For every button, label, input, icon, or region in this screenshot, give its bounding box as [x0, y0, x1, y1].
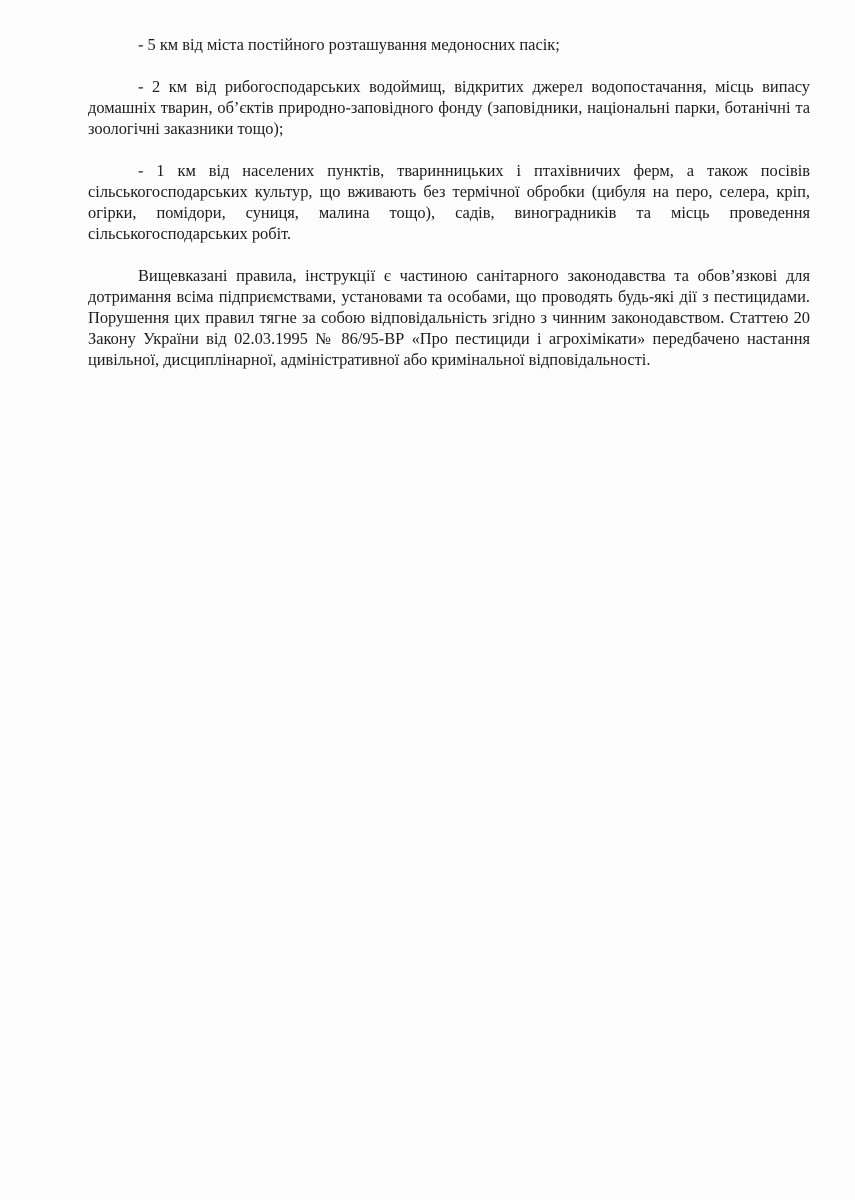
- paragraph-distance-water-bodies: - 2 км від рибогосподарських водоймищ, відкритих джерел водопостачання, місць випасу домашніх тварин, об’єктів природно-заповідного фонду (заповідники, національні парки, ботанічні та зоологічні заказники тощо);: [88, 77, 810, 138]
- paragraph-distance-settlements: - 1 км від населених пунктів, тваринницьких і птахівничих ферм, а також посівів сільськогосподарських культур, що вживають без термічної обробки (цибуля на перо, селера, кріп, огірки, помідори, суниця, малина тощо), садів, виноградників та місць проведення сільськогосподарських робіт.: [88, 161, 810, 243]
- paragraph-distance-apiaries: - 5 км від міста постійного розташування медоносних пасік;: [138, 35, 560, 54]
- document-body: [88, 34, 810, 370]
- paragraph-legal-liability: Вищевказані правила, інструкції є частиною санітарного законодавства та обов’язкові для дотримання всіма підприємствами, установами та особами, що проводять будь-які дії з пестицидами. Порушення цих правил тягне за собою відповідальність згідно з чинним законодавством. Статтею 20 Закону України від 02.03.1995 № 86/95-ВР «Про пестициди і агрохімікати» передбачено настання цивільної, дисциплінарної, адміністративної або кримінальної відповідальності.: [88, 266, 810, 369]
